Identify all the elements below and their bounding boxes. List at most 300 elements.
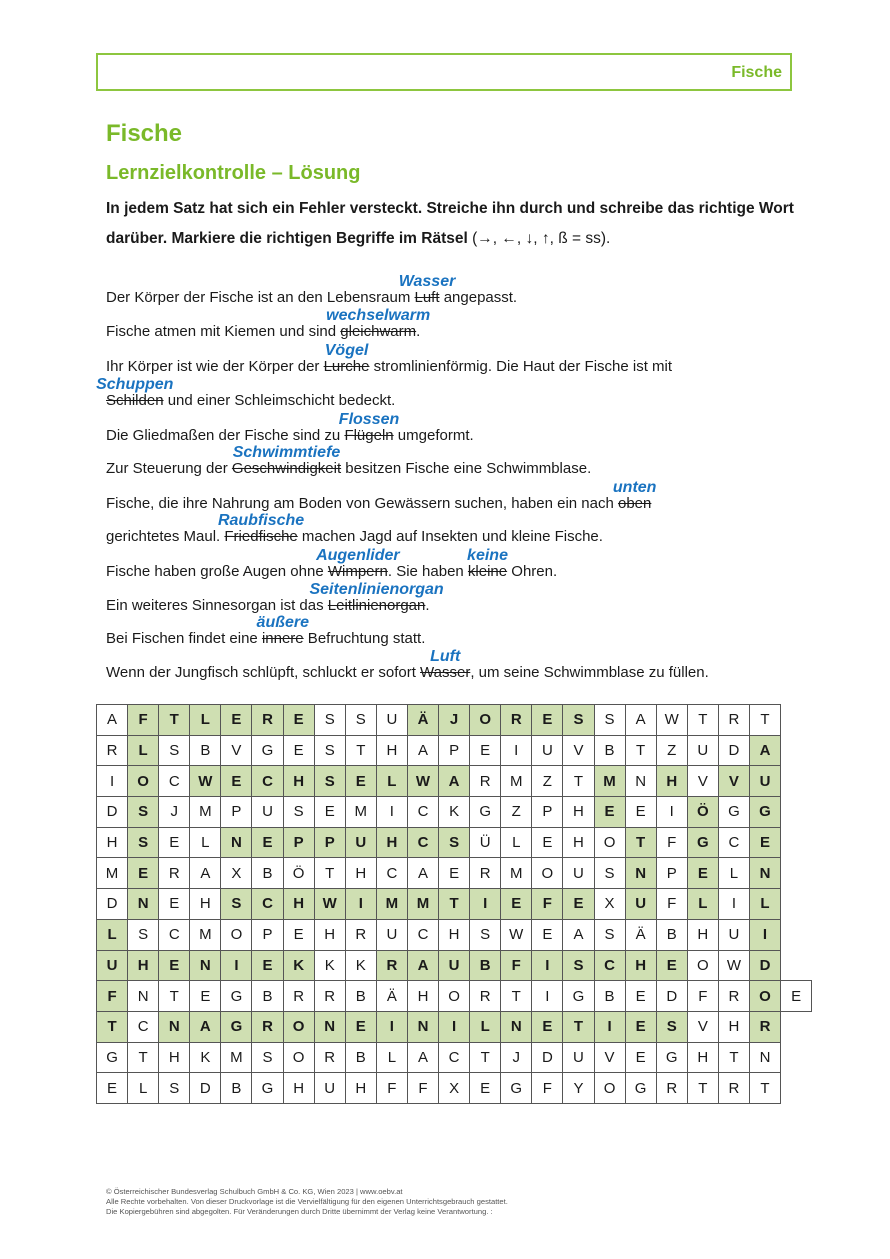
puzzle-cell: E xyxy=(625,981,656,1012)
puzzle-cell: N xyxy=(128,889,159,920)
puzzle-cell: E xyxy=(532,705,563,736)
puzzle-cell: N xyxy=(501,1011,532,1042)
puzzle-row xyxy=(97,827,812,858)
puzzle-cell: R xyxy=(314,1042,345,1073)
puzzle-cell: C xyxy=(439,1042,470,1073)
puzzle-cell: Ä xyxy=(625,919,656,950)
puzzle-cell: I xyxy=(470,889,501,920)
puzzle-cell: W xyxy=(190,766,221,797)
puzzle-row xyxy=(97,981,812,1012)
puzzle-cell: R xyxy=(470,981,501,1012)
puzzle-cell: N xyxy=(749,1042,780,1073)
correction-word xyxy=(467,547,508,580)
puzzle-cell: R xyxy=(470,858,501,889)
puzzle-cell: W xyxy=(407,766,438,797)
puzzle-cell: N xyxy=(159,1011,190,1042)
puzzle-cell: X xyxy=(594,889,625,920)
puzzle-cell: Z xyxy=(501,797,532,828)
puzzle-cell: G xyxy=(656,1042,687,1073)
puzzle-cell: N xyxy=(221,827,252,858)
correction-word xyxy=(338,411,400,444)
page-subtitle: Lernzielkontrolle – Lösung xyxy=(106,162,361,184)
puzzle-cell: L xyxy=(128,1073,159,1104)
puzzle-cell: K xyxy=(439,797,470,828)
puzzle-cell: L xyxy=(501,827,532,858)
puzzle-cell: F xyxy=(656,827,687,858)
puzzle-cell: E xyxy=(687,858,718,889)
puzzle-cell: A xyxy=(407,950,438,981)
puzzle-cell: U xyxy=(563,1042,594,1073)
puzzle-cell: W xyxy=(501,919,532,950)
puzzle-cell: Ö xyxy=(283,858,314,889)
puzzle-cell: T xyxy=(625,735,656,766)
puzzle-cell: O xyxy=(594,1073,625,1104)
puzzle-cell: F xyxy=(687,981,718,1012)
puzzle-cell: G xyxy=(252,1073,283,1104)
sentence-12 xyxy=(106,648,709,681)
puzzle-cell: E xyxy=(501,889,532,920)
puzzle-cell: R xyxy=(283,981,314,1012)
header-box xyxy=(96,53,792,91)
sentence-text: Fische, die ihre Nahrung am Boden von Gewässern suchen, haben ein nach xyxy=(106,495,618,512)
sentence-9 xyxy=(106,547,558,580)
puzzle-cell: R xyxy=(97,735,128,766)
puzzle-cell: H xyxy=(283,1073,314,1104)
puzzle-cell: D xyxy=(718,735,749,766)
puzzle-cell: I xyxy=(656,797,687,828)
puzzle-cell: R xyxy=(718,1073,749,1104)
sentence-text: gerichtetes Maul. xyxy=(106,528,225,545)
puzzle-cell: J xyxy=(159,797,190,828)
sentence-text: Wenn der Jungfisch schlüpft, schluckt er sofort xyxy=(106,664,421,681)
puzzle-cell: E xyxy=(563,889,594,920)
puzzle-cell: E xyxy=(159,827,190,858)
puzzle-cell: M xyxy=(501,766,532,797)
puzzle-cell: P xyxy=(314,827,345,858)
sentence-text: Fische haben große Augen ohne xyxy=(106,563,328,580)
wrong-word: Schilden xyxy=(106,392,164,409)
puzzle-cell: E xyxy=(345,766,376,797)
puzzle-cell: S xyxy=(439,827,470,858)
puzzle-cell: G xyxy=(718,797,749,828)
wrong-word: Wimpern xyxy=(327,563,388,580)
puzzle-cell: H xyxy=(376,827,407,858)
puzzle-cell: T xyxy=(563,766,594,797)
puzzle-cell: G xyxy=(501,1073,532,1104)
puzzle-row xyxy=(97,735,812,766)
puzzle-cell: Z xyxy=(656,735,687,766)
puzzle-cell: S xyxy=(594,858,625,889)
puzzle-cell: L xyxy=(128,735,159,766)
correction-word xyxy=(231,444,342,477)
puzzle-cell: D xyxy=(749,950,780,981)
puzzle-cell: E xyxy=(283,735,314,766)
puzzle-cell: X xyxy=(221,858,252,889)
puzzle-row xyxy=(97,919,812,950)
puzzle-cell: S xyxy=(159,1073,190,1104)
puzzle-cell: P xyxy=(656,858,687,889)
puzzle-cell: T xyxy=(749,1073,780,1104)
puzzle-cell: Z xyxy=(532,766,563,797)
puzzle-cell: V xyxy=(221,735,252,766)
puzzle-cell: R xyxy=(470,766,501,797)
puzzle-cell: S xyxy=(470,919,501,950)
puzzle-cell: I xyxy=(749,919,780,950)
puzzle-cell: E xyxy=(532,1011,563,1042)
puzzle-cell: E xyxy=(128,858,159,889)
puzzle-cell: S xyxy=(594,705,625,736)
puzzle-cell: B xyxy=(470,950,501,981)
puzzle-row xyxy=(97,705,812,736)
wrong-word: Flügeln xyxy=(344,427,394,444)
puzzle-cell: E xyxy=(252,827,283,858)
puzzle-cell: O xyxy=(687,950,718,981)
puzzle-cell: I xyxy=(594,1011,625,1042)
sentence-text: Zur Steuerung der xyxy=(106,460,232,477)
puzzle-cell: M xyxy=(407,889,438,920)
puzzle-cell: E xyxy=(470,1073,501,1104)
puzzle-cell: H xyxy=(283,766,314,797)
wrong-word: Wasser xyxy=(420,664,471,681)
puzzle-cell: S xyxy=(159,735,190,766)
puzzle-cell: T xyxy=(687,705,718,736)
sentence-text: angepasst. xyxy=(439,289,518,306)
puzzle-cell: E xyxy=(159,950,190,981)
puzzle-cell: G xyxy=(252,735,283,766)
puzzle-cell: V xyxy=(687,1011,718,1042)
puzzle-cell: T xyxy=(718,1042,749,1073)
correction-word xyxy=(612,479,657,512)
puzzle-cell: E xyxy=(345,1011,376,1042)
sentence-7 xyxy=(106,479,657,512)
puzzle-cell: B xyxy=(345,981,376,1012)
correct-word: Schwimmtiefe xyxy=(232,444,341,461)
puzzle-cell: C xyxy=(407,797,438,828)
correction-word xyxy=(309,581,444,614)
correct-word: Augenlider xyxy=(316,547,400,564)
puzzle-cell: C xyxy=(594,950,625,981)
puzzle-cell: E xyxy=(532,827,563,858)
puzzle-cell: C xyxy=(159,766,190,797)
instruction-bold: In jedem Satz hat sich ein Fehler versteckt. Streiche ihn durch und schreibe das richtige Wort darüber. Markiere die richtigen Begriffe im Rätsel xyxy=(106,200,794,247)
puzzle-row xyxy=(97,1042,812,1073)
puzzle-cell: R xyxy=(376,950,407,981)
puzzle-cell: O xyxy=(749,981,780,1012)
puzzle-cell: R xyxy=(314,981,345,1012)
puzzle-cell: O xyxy=(128,766,159,797)
puzzle-cell: H xyxy=(128,950,159,981)
sentence-text: und einer Schleimschicht bedeckt. xyxy=(163,392,396,409)
word-search-puzzle xyxy=(96,704,812,1104)
puzzle-cell: U xyxy=(314,1073,345,1104)
puzzle-cell: B xyxy=(656,919,687,950)
puzzle-cell: L xyxy=(470,1011,501,1042)
puzzle-cell: L xyxy=(376,766,407,797)
puzzle-cell: E xyxy=(656,950,687,981)
puzzle-grid xyxy=(96,704,812,1104)
puzzle-cell: E xyxy=(190,981,221,1012)
puzzle-cell: K xyxy=(314,950,345,981)
puzzle-cell: A xyxy=(407,858,438,889)
puzzle-cell: U xyxy=(252,797,283,828)
puzzle-cell: G xyxy=(625,1073,656,1104)
puzzle-cell: N xyxy=(749,858,780,889)
puzzle-cell: U xyxy=(376,919,407,950)
header-label: Fische xyxy=(731,64,782,81)
puzzle-cell: M xyxy=(345,797,376,828)
puzzle-cell: O xyxy=(594,827,625,858)
puzzle-cell: U xyxy=(532,735,563,766)
puzzle-cell: S xyxy=(128,827,159,858)
puzzle-cell: X xyxy=(439,1073,470,1104)
puzzle-cell: H xyxy=(563,827,594,858)
puzzle-cell: K xyxy=(190,1042,221,1073)
puzzle-cell: S xyxy=(221,889,252,920)
puzzle-cell: S xyxy=(563,950,594,981)
sentence-text: . xyxy=(416,323,421,340)
puzzle-cell: S xyxy=(252,1042,283,1073)
puzzle-cell: A xyxy=(407,1042,438,1073)
puzzle-cell: C xyxy=(128,1011,159,1042)
puzzle-cell: U xyxy=(563,858,594,889)
correction-word xyxy=(326,307,431,340)
puzzle-cell: I xyxy=(376,1011,407,1042)
puzzle-cell: F xyxy=(376,1073,407,1104)
puzzle-cell: T xyxy=(687,1073,718,1104)
puzzle-cell: M xyxy=(190,797,221,828)
puzzle-row xyxy=(97,1073,812,1104)
sentence-11 xyxy=(106,614,426,647)
puzzle-cell: M xyxy=(376,889,407,920)
sentence-2 xyxy=(106,307,431,340)
puzzle-cell: H xyxy=(718,1011,749,1042)
footer-line: © Österreichischer Bundesverlag Schulbuch GmbH & Co. KG, Wien 2023 | www.oebv.at xyxy=(106,1187,403,1196)
puzzle-cell: B xyxy=(594,981,625,1012)
puzzle-cell: J xyxy=(501,1042,532,1073)
wrong-word: Leitlinienorgan xyxy=(327,597,426,614)
puzzle-cell: B xyxy=(252,981,283,1012)
wrong-word: kleine xyxy=(467,563,508,580)
puzzle-cell: V xyxy=(718,766,749,797)
puzzle-cell: R xyxy=(159,858,190,889)
puzzle-cell: L xyxy=(749,889,780,920)
puzzle-cell: P xyxy=(221,797,252,828)
correction-word xyxy=(323,342,370,375)
puzzle-cell: N xyxy=(128,981,159,1012)
puzzle-cell: M xyxy=(501,858,532,889)
puzzle-cell: A xyxy=(749,735,780,766)
puzzle-cell: Ä xyxy=(407,705,438,736)
puzzle-cell: T xyxy=(314,858,345,889)
sentence-4 xyxy=(96,376,396,409)
puzzle-cell: I xyxy=(221,950,252,981)
puzzle-cell: C xyxy=(159,919,190,950)
correction-word xyxy=(217,512,305,545)
puzzle-cell: U xyxy=(376,705,407,736)
page-title: Fische xyxy=(106,120,183,147)
puzzle-cell: W xyxy=(718,950,749,981)
puzzle-cell: H xyxy=(563,797,594,828)
puzzle-cell: B xyxy=(221,1073,252,1104)
puzzle-cell: U xyxy=(97,950,128,981)
puzzle-cell: E xyxy=(283,919,314,950)
puzzle-cell: S xyxy=(128,797,159,828)
correct-word: äußere xyxy=(256,614,310,631)
puzzle-cell: G xyxy=(97,1042,128,1073)
puzzle-cell: L xyxy=(687,889,718,920)
puzzle-cell: U xyxy=(687,735,718,766)
puzzle-cell: I xyxy=(501,735,532,766)
wrong-word: Friedfische xyxy=(224,528,298,545)
correction-word xyxy=(256,614,310,647)
puzzle-cell: N xyxy=(190,950,221,981)
sentence-text: Ein weiteres Sinnesorgan ist das xyxy=(106,597,328,614)
puzzle-cell: O xyxy=(532,858,563,889)
puzzle-cell: P xyxy=(439,735,470,766)
sentence-text: Fische atmen mit Kiemen und sind xyxy=(106,323,341,340)
puzzle-cell: E xyxy=(749,827,780,858)
puzzle-cell: C xyxy=(252,889,283,920)
sentence-1 xyxy=(106,273,518,306)
correct-word: Vögel xyxy=(324,342,369,359)
puzzle-cell: H xyxy=(190,889,221,920)
sentence-text: machen Jagd auf Insekten und kleine Fische. xyxy=(297,528,603,545)
puzzle-cell: L xyxy=(190,705,221,736)
puzzle-cell: G xyxy=(563,981,594,1012)
puzzle-cell: P xyxy=(532,797,563,828)
puzzle-cell: A xyxy=(563,919,594,950)
puzzle-cell: T xyxy=(749,705,780,736)
puzzle-cell: M xyxy=(221,1042,252,1073)
puzzle-cell: I xyxy=(97,766,128,797)
puzzle-cell: G xyxy=(221,1011,252,1042)
puzzle-cell: E xyxy=(314,797,345,828)
puzzle-cell: E xyxy=(283,705,314,736)
wrong-word: Luft xyxy=(414,289,440,306)
instruction-normal: (→, ←, ↓, ↑, ß = ss). xyxy=(467,230,611,247)
puzzle-cell: D xyxy=(190,1073,221,1104)
correct-word: Luft xyxy=(430,648,461,665)
puzzle-cell: N xyxy=(625,858,656,889)
puzzle-cell: I xyxy=(718,889,749,920)
correct-word: unten xyxy=(612,479,657,496)
puzzle-cell: U xyxy=(439,950,470,981)
puzzle-cell: N xyxy=(314,1011,345,1042)
puzzle-cell: M xyxy=(594,766,625,797)
puzzle-cell: A xyxy=(190,858,221,889)
puzzle-cell: S xyxy=(563,705,594,736)
puzzle-cell: I xyxy=(439,1011,470,1042)
wrong-word: Lurche xyxy=(323,358,370,375)
puzzle-cell: H xyxy=(345,1073,376,1104)
puzzle-cell: K xyxy=(283,950,314,981)
puzzle-cell: R xyxy=(252,705,283,736)
puzzle-cell: A xyxy=(439,766,470,797)
puzzle-cell: T xyxy=(563,1011,594,1042)
puzzle-cell: E xyxy=(159,889,190,920)
puzzle-cell: H xyxy=(656,766,687,797)
puzzle-row xyxy=(97,858,812,889)
puzzle-cell: H xyxy=(345,858,376,889)
puzzle-cell: G xyxy=(470,797,501,828)
puzzle-cell: S xyxy=(594,919,625,950)
puzzle-cell: P xyxy=(283,827,314,858)
sentence-text: besitzen Fische eine Schwimmblase. xyxy=(341,460,592,477)
puzzle-cell: U xyxy=(718,919,749,950)
puzzle-row xyxy=(97,1011,812,1042)
puzzle-cell: M xyxy=(97,858,128,889)
puzzle-cell: R xyxy=(749,1011,780,1042)
puzzle-cell: E xyxy=(439,858,470,889)
puzzle-cell: E xyxy=(625,1042,656,1073)
puzzle-cell: H xyxy=(314,919,345,950)
correct-word: Raubfische xyxy=(217,512,305,529)
puzzle-cell: E xyxy=(532,919,563,950)
puzzle-cell: S xyxy=(314,735,345,766)
puzzle-cell: D xyxy=(97,889,128,920)
puzzle-cell: S xyxy=(283,797,314,828)
puzzle-cell: E xyxy=(221,705,252,736)
instruction xyxy=(106,194,796,254)
puzzle-cell: C xyxy=(407,919,438,950)
puzzle-cell: R xyxy=(501,705,532,736)
puzzle-cell: T xyxy=(625,827,656,858)
puzzle-cell: S xyxy=(128,919,159,950)
puzzle-cell: R xyxy=(718,981,749,1012)
puzzle-row xyxy=(97,950,812,981)
puzzle-cell: B xyxy=(190,735,221,766)
puzzle-cell: E xyxy=(625,1011,656,1042)
puzzle-cell: I xyxy=(532,950,563,981)
puzzle-cell: E xyxy=(781,981,812,1012)
sentence-6 xyxy=(106,444,592,477)
puzzle-cell: F xyxy=(501,950,532,981)
puzzle-cell: H xyxy=(97,827,128,858)
sentence-8 xyxy=(106,512,603,545)
puzzle-cell: C xyxy=(718,827,749,858)
puzzle-cell: H xyxy=(687,1042,718,1073)
puzzle-cell: E xyxy=(221,766,252,797)
sentence-text: Ihr Körper ist wie der Körper der xyxy=(106,358,324,375)
puzzle-cell: C xyxy=(376,858,407,889)
correct-word: keine xyxy=(467,547,508,564)
puzzle-cell: H xyxy=(407,981,438,1012)
puzzle-row xyxy=(97,889,812,920)
puzzle-cell: A xyxy=(407,735,438,766)
puzzle-row xyxy=(97,766,812,797)
sentence-text: . Sie haben xyxy=(387,563,468,580)
puzzle-cell: F xyxy=(532,1073,563,1104)
puzzle-cell: V xyxy=(594,1042,625,1073)
sentence-text: . xyxy=(425,597,430,614)
puzzle-cell: L xyxy=(190,827,221,858)
sentence-text: Ohren. xyxy=(507,563,558,580)
puzzle-cell: T xyxy=(345,735,376,766)
puzzle-cell: O xyxy=(439,981,470,1012)
correction-word xyxy=(420,648,471,681)
puzzle-cell: E xyxy=(470,735,501,766)
puzzle-cell: I xyxy=(376,797,407,828)
correction-word xyxy=(316,547,400,580)
puzzle-cell: T xyxy=(159,705,190,736)
puzzle-cell: F xyxy=(407,1073,438,1104)
footer-line: Die Kopiergebühren sind abgegolten. Für Veränderungen durch Dritte übernimmt der Verlag keine Verantwortung. : xyxy=(106,1207,493,1216)
sentence-text: Befruchtung statt. xyxy=(303,630,426,647)
puzzle-cell: T xyxy=(97,1011,128,1042)
puzzle-cell: S xyxy=(314,705,345,736)
puzzle-cell: L xyxy=(97,919,128,950)
puzzle-cell: G xyxy=(687,827,718,858)
